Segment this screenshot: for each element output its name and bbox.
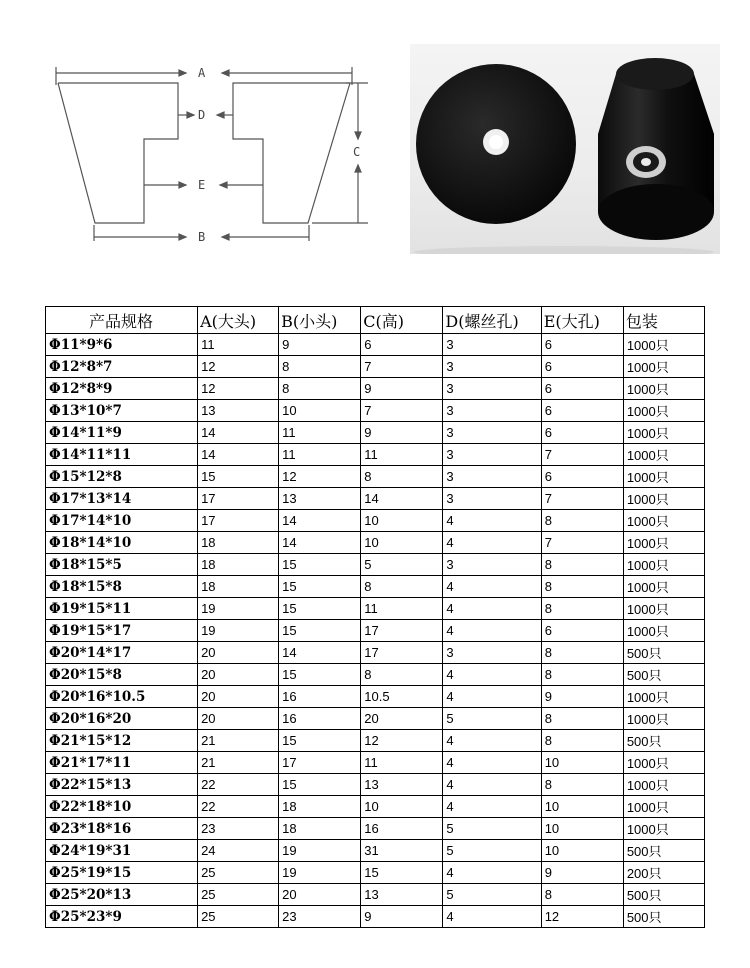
spec-name: Φ21*17*11 [46,752,198,774]
label-e: E [198,178,206,192]
d-value: 4 [443,598,541,620]
e-value: 6 [541,356,623,378]
table-row [46,796,705,818]
table-row [46,488,705,510]
pack-value: 1000只 [623,598,704,620]
pack-value: 1000只 [623,620,704,642]
a-value: 15 [198,466,279,488]
table-row [46,840,705,862]
b-value: 20 [279,884,361,906]
spec-name: Φ20*16*20 [46,708,198,730]
pack-value: 1000只 [623,752,704,774]
label-d: D [198,108,206,122]
a-value: 24 [198,840,279,862]
spec-name: Φ12*8*9 [46,378,198,400]
e-value: 7 [541,532,623,554]
a-value: 20 [198,642,279,664]
pack-value: 500只 [623,906,704,928]
c-value: 10 [361,510,443,532]
c-value: 7 [361,356,443,378]
spec-name: Φ14*11*11 [46,444,198,466]
b-value: 19 [279,840,361,862]
d-value: 3 [443,642,541,664]
table-row [46,620,705,642]
c-value: 12 [361,730,443,752]
e-value: 6 [541,378,623,400]
spec-name: Φ12*8*7 [46,356,198,378]
spec-name: Φ17*13*14 [46,488,198,510]
dimension-diagram [50,55,380,255]
a-value: 18 [198,576,279,598]
b-value: 13 [279,488,361,510]
e-value: 10 [541,840,623,862]
a-value: 23 [198,818,279,840]
spec-name: Φ18*15*8 [46,576,198,598]
d-value: 3 [443,356,541,378]
spec-name: Φ25*20*13 [46,884,198,906]
spec-name: Φ18*15*5 [46,554,198,576]
a-value: 22 [198,796,279,818]
e-value: 6 [541,400,623,422]
c-value: 5 [361,554,443,576]
e-value: 10 [541,818,623,840]
a-value: 17 [198,488,279,510]
table-row [46,444,705,466]
e-value: 8 [541,576,623,598]
b-value: 14 [279,510,361,532]
c-value: 20 [361,708,443,730]
a-value: 20 [198,664,279,686]
e-value: 8 [541,730,623,752]
a-value: 17 [198,510,279,532]
d-value: 4 [443,532,541,554]
e-value: 6 [541,466,623,488]
e-value: 12 [541,906,623,928]
pack-value: 500只 [623,884,704,906]
b-value: 8 [279,378,361,400]
spec-name: Φ14*11*9 [46,422,198,444]
table-row [46,554,705,576]
b-value: 10 [279,400,361,422]
spec-name: Φ22*15*13 [46,774,198,796]
diagram-outline [233,83,350,223]
product-photo [410,44,720,254]
table-row [46,334,705,356]
a-value: 22 [198,774,279,796]
c-value: 17 [361,620,443,642]
table-row [46,642,705,664]
spec-name: Φ19*15*17 [46,620,198,642]
c-value: 11 [361,444,443,466]
a-value: 21 [198,730,279,752]
pack-value: 1000只 [623,488,704,510]
spec-name: Φ20*15*8 [46,664,198,686]
pack-value: 1000只 [623,334,704,356]
b-value: 17 [279,752,361,774]
a-value: 18 [198,532,279,554]
a-value: 14 [198,422,279,444]
e-value: 8 [541,774,623,796]
a-value: 25 [198,862,279,884]
pack-value: 200只 [623,862,704,884]
a-value: 19 [198,598,279,620]
e-value: 8 [541,642,623,664]
pack-value: 500只 [623,840,704,862]
table-row [46,510,705,532]
spec-table [45,306,705,928]
table-row [46,752,705,774]
spec-name: Φ19*15*11 [46,598,198,620]
b-value: 11 [279,422,361,444]
a-value: 25 [198,906,279,928]
table-row [46,774,705,796]
pack-value: 1000只 [623,510,704,532]
c-value: 7 [361,400,443,422]
b-value: 9 [279,334,361,356]
a-value: 20 [198,686,279,708]
b-value: 16 [279,686,361,708]
a-value: 14 [198,444,279,466]
pack-value: 1000只 [623,400,704,422]
spec-name: Φ21*15*12 [46,730,198,752]
label-b: B [198,230,206,244]
d-value: 5 [443,708,541,730]
spec-name: Φ13*10*7 [46,400,198,422]
label-a: A [198,66,206,80]
pack-value: 1000只 [623,466,704,488]
header-e: E(大孔) [541,307,623,334]
pack-value: 1000只 [623,378,704,400]
spec-name: Φ15*12*8 [46,466,198,488]
spec-name: Φ18*14*10 [46,532,198,554]
e-value: 8 [541,598,623,620]
pack-value: 1000只 [623,554,704,576]
d-value: 4 [443,796,541,818]
c-value: 6 [361,334,443,356]
c-value: 14 [361,488,443,510]
b-value: 11 [279,444,361,466]
d-value: 3 [443,444,541,466]
table-row [46,576,705,598]
b-value: 15 [279,664,361,686]
table-row [46,730,705,752]
c-value: 9 [361,906,443,928]
pack-value: 1000只 [623,686,704,708]
c-value: 31 [361,840,443,862]
table-row [46,378,705,400]
b-value: 14 [279,532,361,554]
pack-value: 1000只 [623,444,704,466]
b-value: 15 [279,576,361,598]
b-value: 15 [279,620,361,642]
table-row [46,356,705,378]
c-value: 9 [361,378,443,400]
pack-value: 500只 [623,664,704,686]
e-value: 6 [541,620,623,642]
b-value: 18 [279,796,361,818]
d-value: 3 [443,422,541,444]
e-value: 8 [541,510,623,532]
spec-name: Φ25*23*9 [46,906,198,928]
e-value: 9 [541,862,623,884]
d-value: 3 [443,334,541,356]
c-value: 8 [361,664,443,686]
e-value: 6 [541,334,623,356]
e-value: 8 [541,884,623,906]
a-value: 12 [198,356,279,378]
header-a: A(大头) [198,307,279,334]
pack-value: 1000只 [623,532,704,554]
b-value: 16 [279,708,361,730]
c-value: 17 [361,642,443,664]
label-c: C [353,145,361,159]
d-value: 4 [443,862,541,884]
c-value: 13 [361,884,443,906]
table-row [46,532,705,554]
table-row [46,598,705,620]
c-value: 10 [361,796,443,818]
d-value: 3 [443,488,541,510]
pack-value: 1000只 [623,796,704,818]
table-row [46,884,705,906]
d-value: 5 [443,884,541,906]
d-value: 4 [443,752,541,774]
a-value: 21 [198,752,279,774]
e-value: 7 [541,444,623,466]
d-value: 3 [443,554,541,576]
table-row [46,664,705,686]
d-value: 4 [443,906,541,928]
table-row [46,686,705,708]
a-value: 20 [198,708,279,730]
d-value: 4 [443,510,541,532]
b-value: 14 [279,642,361,664]
e-value: 10 [541,796,623,818]
table-row [46,708,705,730]
b-value: 23 [279,906,361,928]
pack-value: 1000只 [623,422,704,444]
pack-value: 500只 [623,730,704,752]
c-value: 8 [361,466,443,488]
pack-value: 1000只 [623,818,704,840]
b-value: 18 [279,818,361,840]
a-value: 11 [198,334,279,356]
c-value: 8 [361,576,443,598]
table-row [46,422,705,444]
table-body [46,334,705,928]
header-spec: 产品规格 [46,307,198,334]
e-value: 7 [541,488,623,510]
e-value: 9 [541,686,623,708]
b-value: 8 [279,356,361,378]
d-value: 5 [443,840,541,862]
spec-name: Φ22*18*10 [46,796,198,818]
c-value: 16 [361,818,443,840]
b-value: 15 [279,554,361,576]
b-value: 12 [279,466,361,488]
pack-value: 500只 [623,642,704,664]
table-header-row [46,307,705,334]
e-value: 8 [541,708,623,730]
a-value: 18 [198,554,279,576]
c-value: 10 [361,532,443,554]
spec-name: Φ20*14*17 [46,642,198,664]
spec-name: Φ24*19*31 [46,840,198,862]
b-value: 15 [279,598,361,620]
table-row [46,906,705,928]
table-row [46,466,705,488]
d-value: 4 [443,686,541,708]
table-row [46,400,705,422]
c-value: 13 [361,774,443,796]
diagram-outline [58,83,178,223]
d-value: 3 [443,378,541,400]
pack-value: 1000只 [623,356,704,378]
spec-name: Φ25*19*15 [46,862,198,884]
d-value: 4 [443,664,541,686]
c-value: 15 [361,862,443,884]
d-value: 4 [443,620,541,642]
pack-value: 1000只 [623,708,704,730]
header-c: C(高) [361,307,443,334]
e-value: 6 [541,422,623,444]
table-row [46,862,705,884]
spec-name: Φ23*18*16 [46,818,198,840]
d-value: 4 [443,774,541,796]
e-value: 8 [541,664,623,686]
pack-value: 1000只 [623,576,704,598]
header-b: B(小头) [279,307,361,334]
c-value: 10.5 [361,686,443,708]
b-value: 15 [279,774,361,796]
d-value: 3 [443,400,541,422]
rubber-cone-photo-icon [410,44,720,254]
spec-name: Φ20*16*10.5 [46,686,198,708]
header-d: D(螺丝孔) [443,307,541,334]
spec-name: Φ11*9*6 [46,334,198,356]
d-value: 5 [443,818,541,840]
b-value: 19 [279,862,361,884]
d-value: 3 [443,466,541,488]
header-pack: 包装 [623,307,704,334]
a-value: 12 [198,378,279,400]
spec-name: Φ17*14*10 [46,510,198,532]
d-value: 4 [443,730,541,752]
b-value: 15 [279,730,361,752]
table-row [46,818,705,840]
c-value: 11 [361,598,443,620]
a-value: 13 [198,400,279,422]
e-value: 8 [541,554,623,576]
a-value: 19 [198,620,279,642]
c-value: 11 [361,752,443,774]
a-value: 25 [198,884,279,906]
pack-value: 1000只 [623,774,704,796]
e-value: 10 [541,752,623,774]
d-value: 4 [443,576,541,598]
c-value: 9 [361,422,443,444]
